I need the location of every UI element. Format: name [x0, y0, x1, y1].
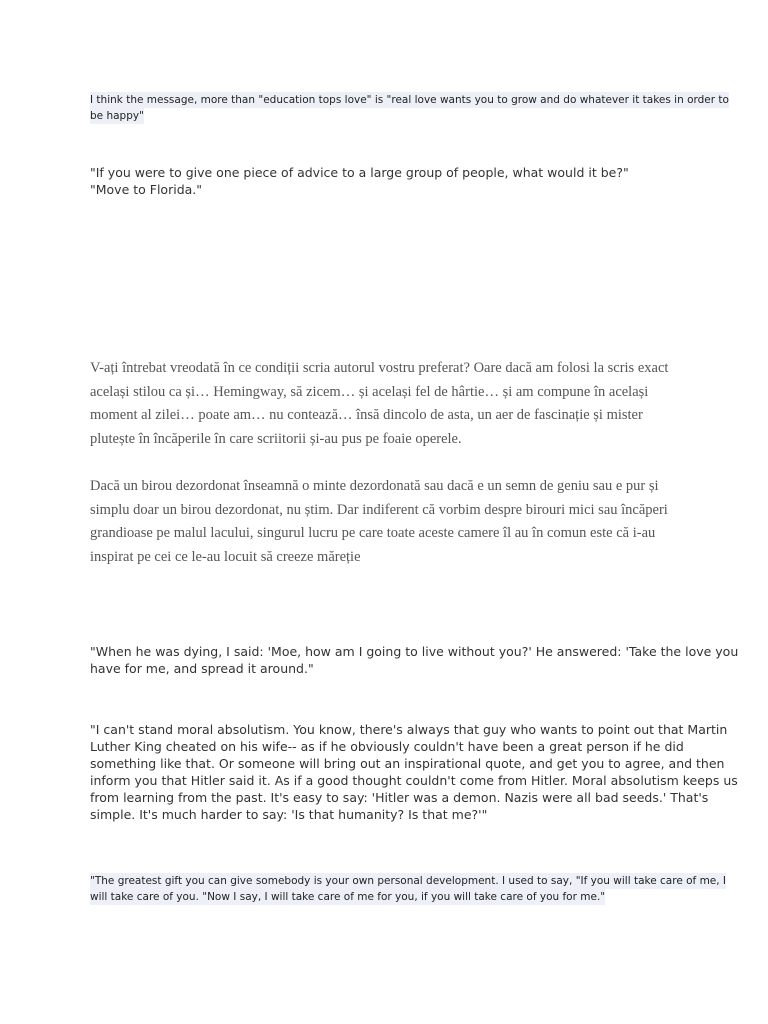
text-line: will take care of you. "Now I say, I will take care of me for you, if you will take care of you for me."	[90, 891, 606, 903]
paragraph-romanian-desk	[90, 475, 690, 569]
text-line: plutește în încăperile în care scriitorii și-au pus pe foaie operele.	[90, 430, 462, 447]
paragraph-greatest-gift	[90, 873, 768, 905]
text-line: "When he was dying, I said: 'Moe, how am I going to live without you?' He answered: 'Take the love you	[90, 644, 739, 659]
text-line: "I can't stand moral absolutism. You know, there's always that guy who wants to point out that Martin	[90, 722, 728, 737]
text-line: inspirat pe cei ce le-au locuit să creeze măreție	[90, 548, 361, 565]
text-line: grandioase pe malul lacului, singurul lucru pe care toate aceste camere îl au în comun este că i-au	[90, 525, 656, 541]
text-line: Dacă un birou dezordonat înseamnă o minte dezordonată sau dacă e un semn de geniu sau e pur și	[90, 478, 659, 494]
text-line: be happy"	[90, 110, 144, 122]
paragraph-moral-absolutism	[90, 721, 738, 823]
text-line: același stilou ca și… Hemingway, să zicem… și același fel de hârtie… și am compune în același	[90, 383, 649, 400]
text-line: I think the message, more than "education tops love" is "real love wants you to grow and do whatever it takes in order to	[90, 94, 729, 106]
paragraph-advice-quote	[90, 164, 629, 198]
text-line: simple. It's much harder to say: 'Is that humanity? Is that me?'"	[90, 807, 488, 822]
text-line: "If you were to give one piece of advice to a large group of people, what would it be?"	[90, 165, 629, 180]
text-line: moment al zilei… poate am… nu contează… însă dincolo de asta, un aer de fascinație și mister	[90, 407, 643, 423]
text-line: "Move to Florida."	[90, 182, 203, 197]
text-line: simplu doar un birou dezordonat, nu știm. Dar indiferent că vorbim despre birouri mici sau încăperi	[90, 501, 668, 518]
paragraph-moe-quote	[90, 643, 738, 677]
paragraph-romanian-writers	[90, 357, 690, 451]
text-line: "The greatest gift you can give somebody is your own personal development. I used to say, "If you will take care of me, I	[90, 875, 727, 887]
text-line: inform you that Hitler said it. As if a good thought couldn't come from Hitler. Moral absolutism keeps us	[90, 773, 738, 788]
text-line: have for me, and spread it around."	[90, 661, 314, 676]
text-line: V-ați întrebat vreodată în ce condiții scria autorul vostru preferat? Oare dacă am folosi la scris exact	[90, 360, 669, 376]
text-line: from learning from the past. It's easy to say: 'Hitler was a demon. Nazis were all bad seeds.' That's	[90, 790, 709, 805]
paragraph-education-love	[90, 92, 729, 124]
text-line: Luther King cheated on his wife-- as if he obviously couldn't have been a great person if he did	[90, 739, 684, 754]
text-line: something like that. Or someone will bring out an inspirational quote, and get you to agree, and then	[90, 756, 725, 771]
